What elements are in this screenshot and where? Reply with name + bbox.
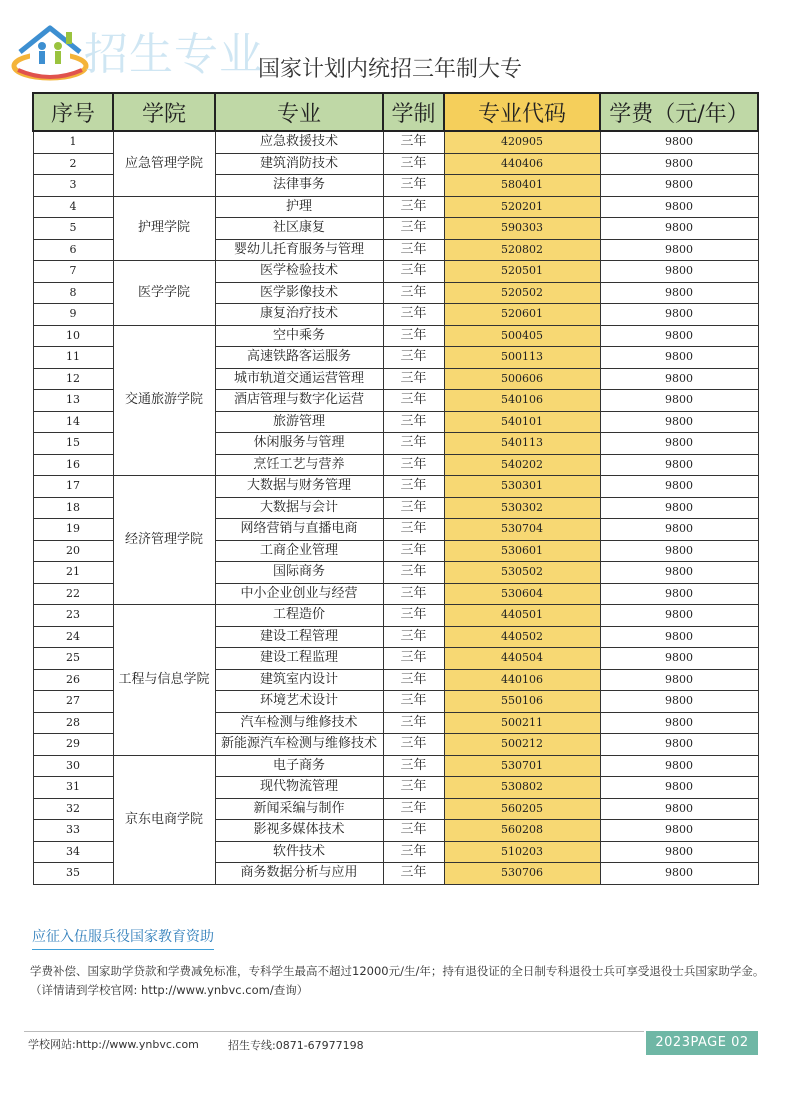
row-number: 17 <box>33 476 113 498</box>
duration: 三年 <box>383 863 444 885</box>
majors-table-header <box>33 93 758 131</box>
duration: 三年 <box>383 669 444 691</box>
major-name: 社区康复 <box>215 218 383 240</box>
duration: 三年 <box>383 583 444 605</box>
row-number: 11 <box>33 347 113 369</box>
major-code: 440502 <box>444 626 600 648</box>
aid-section-title: 应征入伍服兵役国家教育资助 <box>32 926 214 950</box>
major-code: 530706 <box>444 863 600 885</box>
tuition-fee: 9800 <box>600 218 758 240</box>
college-name: 应急管理学院 <box>113 131 215 196</box>
major-name: 软件技术 <box>215 841 383 863</box>
duration: 三年 <box>383 798 444 820</box>
major-code: 520201 <box>444 196 600 218</box>
major-name: 康复治疗技术 <box>215 304 383 326</box>
major-name: 休闲服务与管理 <box>215 433 383 455</box>
major-name: 中小企业创业与经营 <box>215 583 383 605</box>
tuition-fee: 9800 <box>600 411 758 433</box>
row-number: 6 <box>33 239 113 261</box>
tuition-fee: 9800 <box>600 282 758 304</box>
duration: 三年 <box>383 390 444 412</box>
row-number: 26 <box>33 669 113 691</box>
duration: 三年 <box>383 648 444 670</box>
tuition-fee: 9800 <box>600 562 758 584</box>
major-code: 530701 <box>444 755 600 777</box>
major-name: 旅游管理 <box>215 411 383 433</box>
major-code: 530704 <box>444 519 600 541</box>
school-house-logo-icon <box>10 22 90 82</box>
major-code: 530502 <box>444 562 600 584</box>
tuition-fee: 9800 <box>600 497 758 519</box>
tuition-fee: 9800 <box>600 304 758 326</box>
major-code: 440501 <box>444 605 600 627</box>
duration: 三年 <box>383 218 444 240</box>
tuition-fee: 9800 <box>600 368 758 390</box>
row-number: 19 <box>33 519 113 541</box>
major-name: 空中乘务 <box>215 325 383 347</box>
major-name: 大数据与财务管理 <box>215 476 383 498</box>
footer-divider <box>24 1031 644 1032</box>
row-number: 23 <box>33 605 113 627</box>
table-row <box>33 476 758 498</box>
header-tuition: 学费（元/年） <box>600 93 758 131</box>
header-duration: 学制 <box>383 93 444 131</box>
duration: 三年 <box>383 368 444 390</box>
page-header <box>0 0 800 92</box>
major-code: 510203 <box>444 841 600 863</box>
tuition-fee: 9800 <box>600 390 758 412</box>
tuition-fee: 9800 <box>600 626 758 648</box>
major-code: 440106 <box>444 669 600 691</box>
major-name: 工商企业管理 <box>215 540 383 562</box>
major-code: 530604 <box>444 583 600 605</box>
duration: 三年 <box>383 734 444 756</box>
tuition-fee: 9800 <box>600 131 758 153</box>
duration: 三年 <box>383 519 444 541</box>
tuition-fee: 9800 <box>600 583 758 605</box>
major-name: 环境艺术设计 <box>215 691 383 713</box>
row-number: 21 <box>33 562 113 584</box>
tuition-fee: 9800 <box>600 734 758 756</box>
tuition-fee: 9800 <box>600 798 758 820</box>
tuition-fee: 9800 <box>600 605 758 627</box>
duration: 三年 <box>383 626 444 648</box>
row-number: 9 <box>33 304 113 326</box>
tuition-fee: 9800 <box>600 540 758 562</box>
tuition-fee: 9800 <box>600 712 758 734</box>
aid-section-text: 学费补偿、国家助学贷款和学费减免标准，专科学生最高不超过12000元/生/年；持有退役证的全日制专科退役士兵可享受退役士兵国家助学金。（详情请到学校官网: http://www.ynbvc.com/查询） <box>30 964 765 997</box>
tuition-fee: 9800 <box>600 863 758 885</box>
row-number: 15 <box>33 433 113 455</box>
major-code: 530802 <box>444 777 600 799</box>
duration: 三年 <box>383 175 444 197</box>
major-code: 520501 <box>444 261 600 283</box>
row-number: 27 <box>33 691 113 713</box>
duration: 三年 <box>383 497 444 519</box>
row-number: 10 <box>33 325 113 347</box>
tuition-fee: 9800 <box>600 196 758 218</box>
row-number: 30 <box>33 755 113 777</box>
row-number: 22 <box>33 583 113 605</box>
tuition-fee: 9800 <box>600 153 758 175</box>
header-row <box>33 93 758 131</box>
table-row <box>33 196 758 218</box>
duration: 三年 <box>383 282 444 304</box>
major-name: 医学影像技术 <box>215 282 383 304</box>
tuition-fee: 9800 <box>600 820 758 842</box>
major-code: 500606 <box>444 368 600 390</box>
duration: 三年 <box>383 347 444 369</box>
row-number: 14 <box>33 411 113 433</box>
table-row <box>33 755 758 777</box>
footer-website: 学校网站:http://www.ynbvc.com <box>28 1038 199 1051</box>
duration: 三年 <box>383 540 444 562</box>
tuition-fee: 9800 <box>600 519 758 541</box>
major-name: 医学检验技术 <box>215 261 383 283</box>
major-code: 540202 <box>444 454 600 476</box>
major-code: 500212 <box>444 734 600 756</box>
duration: 三年 <box>383 841 444 863</box>
table-row <box>33 325 758 347</box>
tuition-fee: 9800 <box>600 239 758 261</box>
tuition-fee: 9800 <box>600 325 758 347</box>
major-name: 大数据与会计 <box>215 497 383 519</box>
row-number: 24 <box>33 626 113 648</box>
duration: 三年 <box>383 196 444 218</box>
watermark-title: 招生专业 <box>84 29 264 80</box>
major-name: 高速铁路客运服务 <box>215 347 383 369</box>
duration: 三年 <box>383 820 444 842</box>
major-code: 500405 <box>444 325 600 347</box>
duration: 三年 <box>383 691 444 713</box>
tuition-fee: 9800 <box>600 347 758 369</box>
majors-table-body <box>33 131 758 884</box>
major-name: 电子商务 <box>215 755 383 777</box>
duration: 三年 <box>383 433 444 455</box>
major-code: 550106 <box>444 691 600 713</box>
header-no: 序号 <box>33 93 113 131</box>
row-number: 20 <box>33 540 113 562</box>
major-name: 法律事务 <box>215 175 383 197</box>
major-code: 530601 <box>444 540 600 562</box>
major-code: 440406 <box>444 153 600 175</box>
duration: 三年 <box>383 605 444 627</box>
college-name: 护理学院 <box>113 196 215 261</box>
major-code: 560208 <box>444 820 600 842</box>
majors-table <box>32 92 759 885</box>
major-name: 建设工程管理 <box>215 626 383 648</box>
college-name: 医学学院 <box>113 261 215 326</box>
tuition-fee: 9800 <box>600 476 758 498</box>
tuition-fee: 9800 <box>600 669 758 691</box>
duration: 三年 <box>383 712 444 734</box>
tuition-fee: 9800 <box>600 175 758 197</box>
major-name: 现代物流管理 <box>215 777 383 799</box>
row-number: 32 <box>33 798 113 820</box>
row-number: 13 <box>33 390 113 412</box>
major-name: 城市轨道交通运营管理 <box>215 368 383 390</box>
tuition-fee: 9800 <box>600 841 758 863</box>
header-major-code: 专业代码 <box>444 93 600 131</box>
row-number: 31 <box>33 777 113 799</box>
major-code: 580401 <box>444 175 600 197</box>
duration: 三年 <box>383 239 444 261</box>
table-row <box>33 131 758 153</box>
major-code: 420905 <box>444 131 600 153</box>
row-number: 7 <box>33 261 113 283</box>
row-number: 12 <box>33 368 113 390</box>
major-code: 590303 <box>444 218 600 240</box>
duration: 三年 <box>383 755 444 777</box>
major-code: 500113 <box>444 347 600 369</box>
major-name: 国际商务 <box>215 562 383 584</box>
duration: 三年 <box>383 153 444 175</box>
table-row <box>33 261 758 283</box>
duration: 三年 <box>383 411 444 433</box>
row-number: 34 <box>33 841 113 863</box>
major-name: 护理 <box>215 196 383 218</box>
major-code: 540101 <box>444 411 600 433</box>
row-number: 25 <box>33 648 113 670</box>
header-major: 专业 <box>215 93 383 131</box>
major-name: 新能源汽车检测与维修技术 <box>215 734 383 756</box>
major-name: 建设工程监理 <box>215 648 383 670</box>
duration: 三年 <box>383 261 444 283</box>
major-code: 520502 <box>444 282 600 304</box>
college-name: 工程与信息学院 <box>113 605 215 756</box>
row-number: 18 <box>33 497 113 519</box>
tuition-fee: 9800 <box>600 691 758 713</box>
row-number: 1 <box>33 131 113 153</box>
row-number: 16 <box>33 454 113 476</box>
major-code: 530302 <box>444 497 600 519</box>
major-name: 新闻采编与制作 <box>215 798 383 820</box>
college-name: 交通旅游学院 <box>113 325 215 476</box>
duration: 三年 <box>383 454 444 476</box>
duration: 三年 <box>383 562 444 584</box>
college-name: 京东电商学院 <box>113 755 215 884</box>
tuition-fee: 9800 <box>600 648 758 670</box>
college-name: 经济管理学院 <box>113 476 215 605</box>
tuition-fee: 9800 <box>600 777 758 799</box>
major-code: 560205 <box>444 798 600 820</box>
major-code: 440504 <box>444 648 600 670</box>
row-number: 33 <box>33 820 113 842</box>
page-number-tag: 2023PAGE 02 <box>646 1031 758 1055</box>
row-number: 29 <box>33 734 113 756</box>
major-name: 建筑消防技术 <box>215 153 383 175</box>
major-name: 烹饪工艺与营养 <box>215 454 383 476</box>
major-code: 520601 <box>444 304 600 326</box>
major-name: 建筑室内设计 <box>215 669 383 691</box>
row-number: 4 <box>33 196 113 218</box>
row-number: 8 <box>33 282 113 304</box>
row-number: 2 <box>33 153 113 175</box>
major-code: 540106 <box>444 390 600 412</box>
duration: 三年 <box>383 304 444 326</box>
major-name: 商务数据分析与应用 <box>215 863 383 885</box>
row-number: 3 <box>33 175 113 197</box>
major-name: 婴幼儿托育服务与管理 <box>215 239 383 261</box>
duration: 三年 <box>383 777 444 799</box>
row-number: 28 <box>33 712 113 734</box>
table-row <box>33 605 758 627</box>
row-number: 35 <box>33 863 113 885</box>
major-name: 酒店管理与数字化运营 <box>215 390 383 412</box>
tuition-fee: 9800 <box>600 454 758 476</box>
duration: 三年 <box>383 131 444 153</box>
major-code: 530301 <box>444 476 600 498</box>
major-name: 应急救援技术 <box>215 131 383 153</box>
major-code: 500211 <box>444 712 600 734</box>
row-number: 5 <box>33 218 113 240</box>
page-title: 国家计划内统招三年制大专 <box>258 57 523 82</box>
major-name: 影视多媒体技术 <box>215 820 383 842</box>
tuition-fee: 9800 <box>600 261 758 283</box>
major-name: 汽车检测与维修技术 <box>215 712 383 734</box>
major-code: 520802 <box>444 239 600 261</box>
major-name: 工程造价 <box>215 605 383 627</box>
duration: 三年 <box>383 325 444 347</box>
tuition-fee: 9800 <box>600 433 758 455</box>
duration: 三年 <box>383 476 444 498</box>
header-college: 学院 <box>113 93 215 131</box>
footer-hotline: 招生专线:0871-67977198 <box>228 1039 364 1052</box>
tuition-fee: 9800 <box>600 755 758 777</box>
major-code: 540113 <box>444 433 600 455</box>
major-name: 网络营销与直播电商 <box>215 519 383 541</box>
